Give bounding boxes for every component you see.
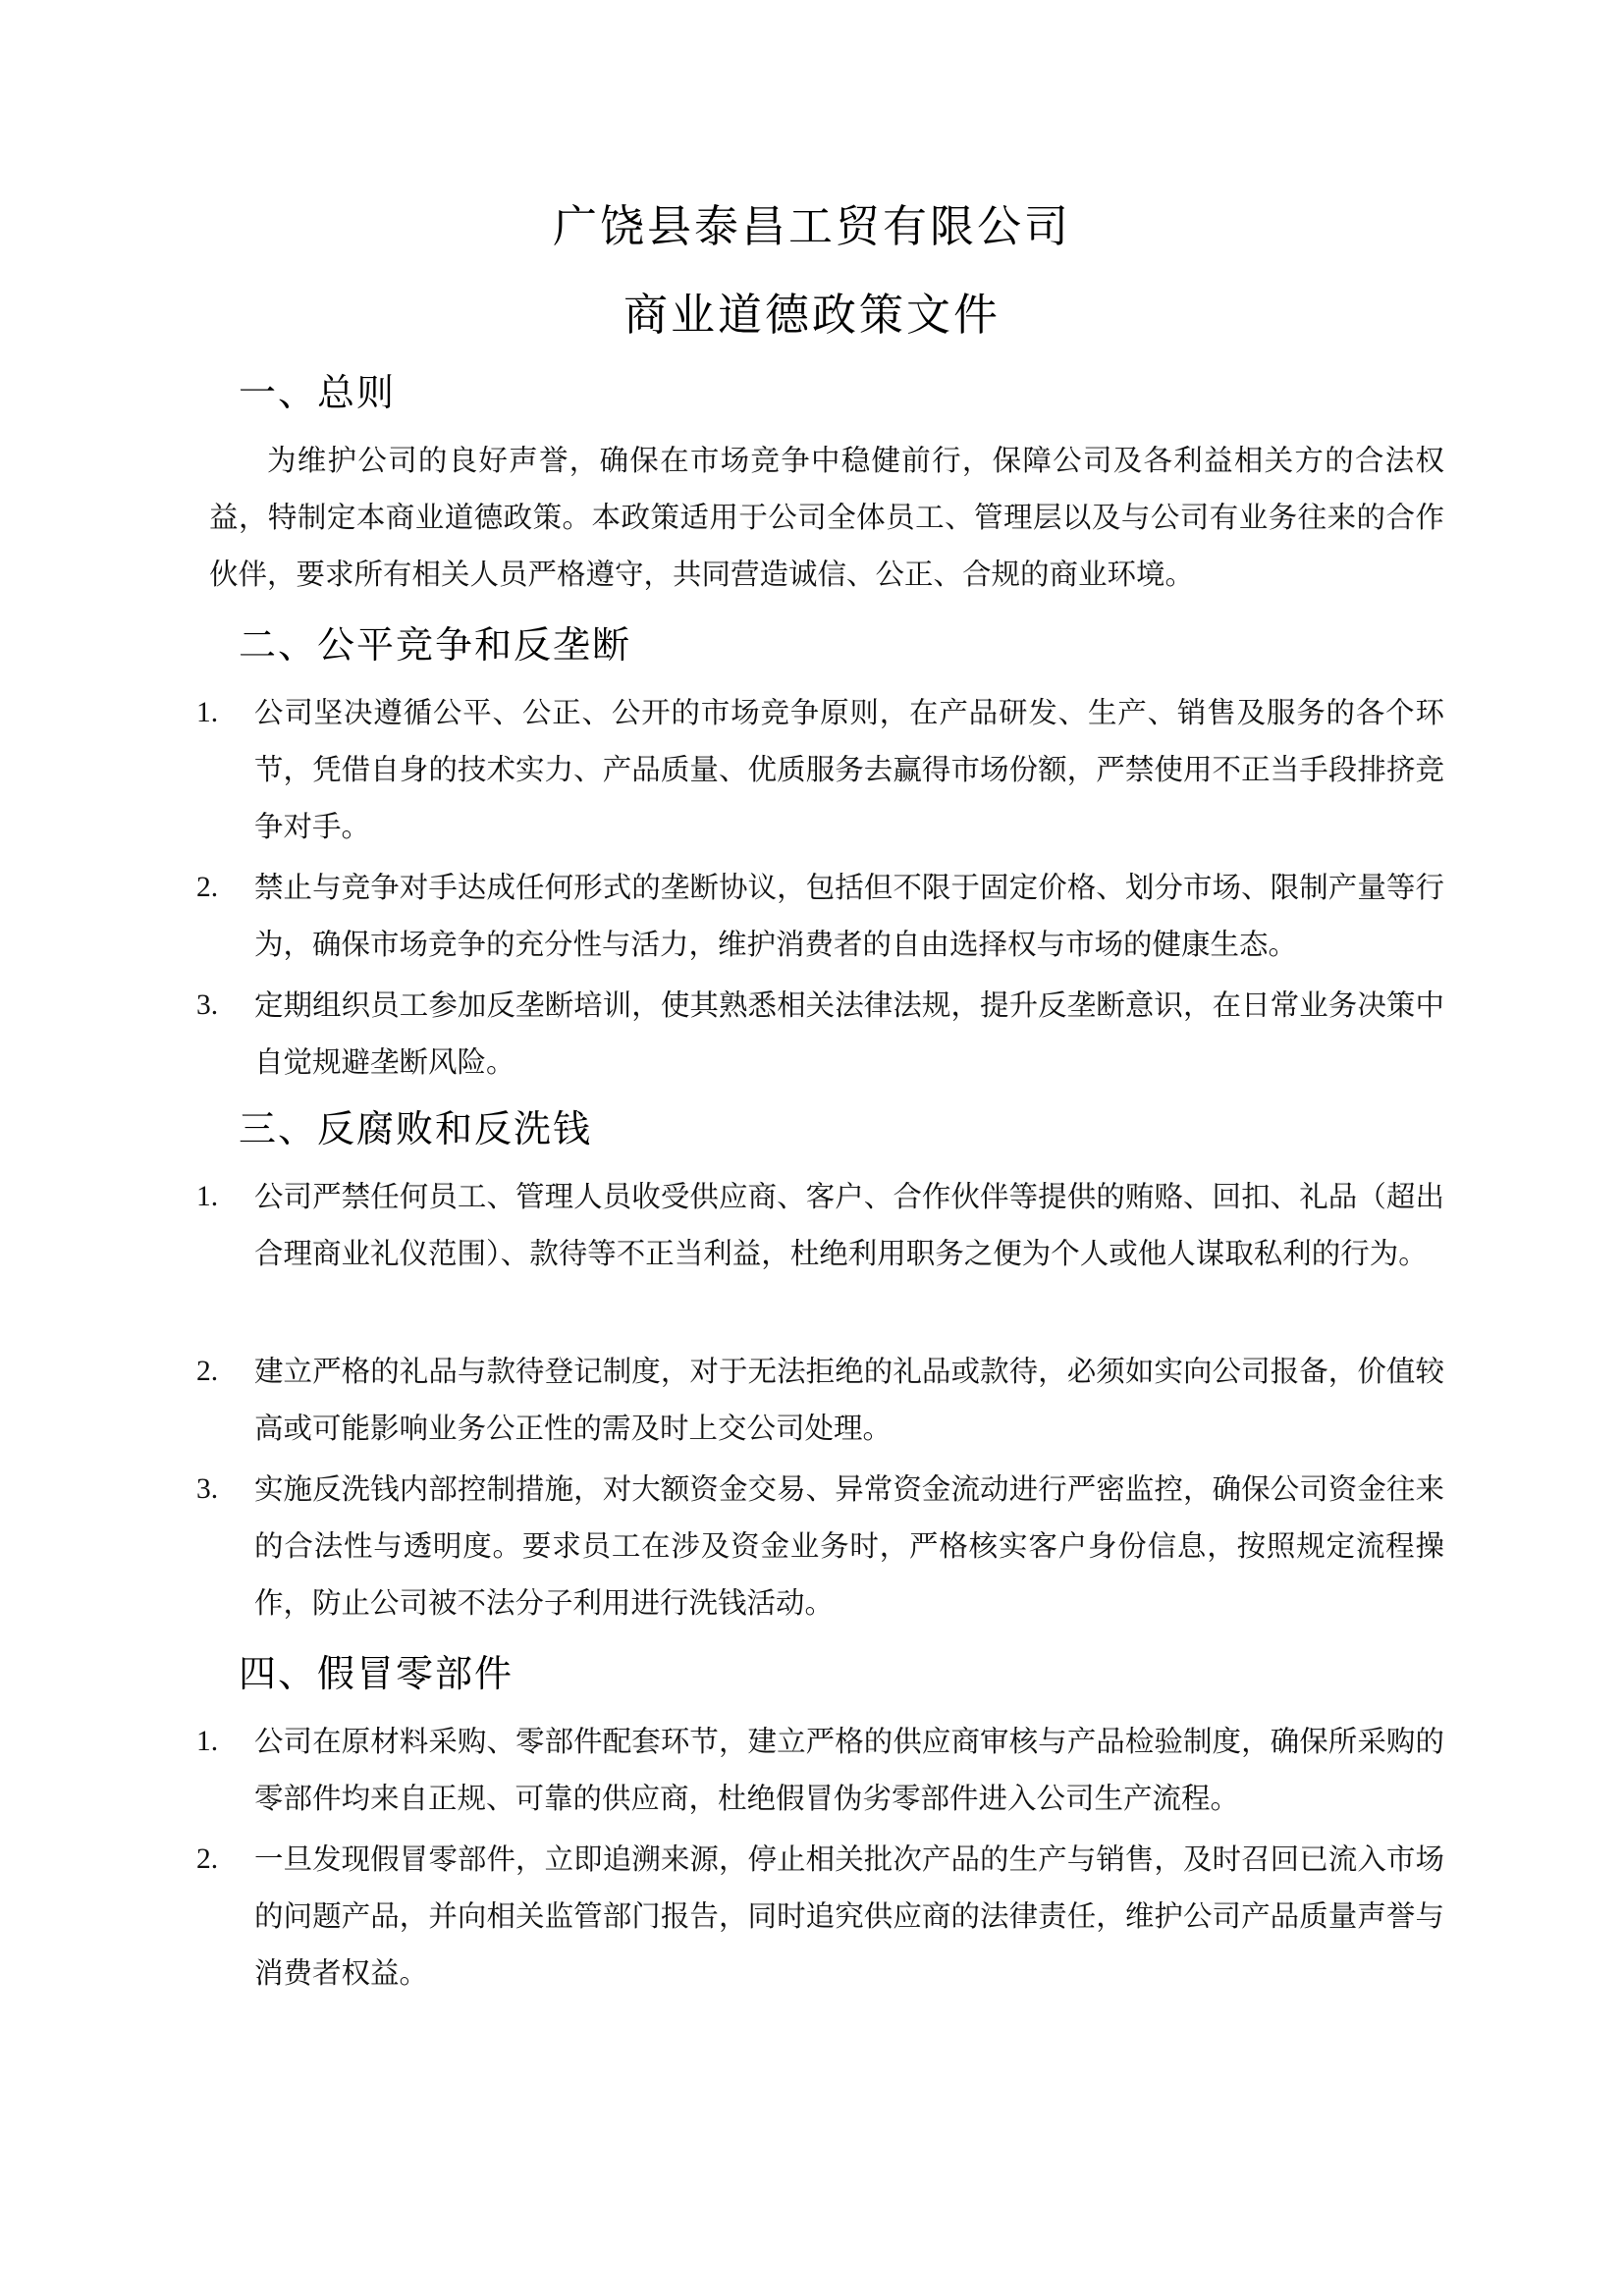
list-item: [196, 684, 1444, 855]
list-item: [196, 1713, 1444, 1827]
section-heading: 三、反腐败和反洗钱: [239, 1107, 593, 1150]
list-item-number: 1.: [196, 697, 219, 728]
list-item: [196, 1343, 1444, 1457]
list-item: [196, 859, 1444, 973]
list-item-number: 3.: [196, 1473, 219, 1505]
section-heading: 四、假冒零部件: [239, 1652, 514, 1695]
section-heading: 二、公平竞争和反垄断: [239, 623, 632, 667]
document-title: 商业道德政策文件: [623, 289, 1001, 341]
list-item: [196, 1168, 1444, 1282]
section-paragraph: 为维护公司的良好声誉，确保在市场竞争中稳健前行，保障公司及各利益相关方的合法权益，特制定本商业道德政策。本政策适用于公司全体员工、管理层以及与公司有业务往来的合作伙伴，要求所有相关人员严格遵守，共同营造诚信、公正、合规的商业环境。: [209, 444, 1444, 591]
list-item-text: 建立严格的礼品与款待登记制度，对于无法拒绝的礼品或款待，必须如实向公司报备，价值较高或可能影响业务公正性的需及时上交公司处理。: [254, 1355, 1444, 1445]
list-item: [196, 977, 1444, 1091]
list-item-number: 1.: [196, 1181, 219, 1212]
list-item-number: 3.: [196, 989, 219, 1021]
list-item: [196, 1461, 1444, 1631]
list-item-text: 公司坚决遵循公平、公正、公开的市场竞争原则，在产品研发、生产、销售及服务的各个环节，凭借自身的技术实力、产品质量、优质服务去赢得市场份额，严禁使用不正当手段排挤竞争对手。: [254, 696, 1444, 843]
list-item-number: 2.: [196, 872, 219, 903]
list-item-text: 禁止与竞争对手达成任何形式的垄断协议，包括但不限于固定价格、划分市场、限制产量等行为，确保市场竞争的充分性与活力，维护消费者的自由选择权与市场的健康生态。: [254, 871, 1444, 961]
list-item-number: 2.: [196, 1356, 219, 1387]
company-title: 广饶县泰昌工贸有限公司: [552, 200, 1071, 252]
list-item-text: 定期组织员工参加反垄断培训，使其熟悉相关法律法规，提升反垄断意识，在日常业务决策中自觉规避垄断风险。: [254, 988, 1444, 1079]
list-item-text: 实施反洗钱内部控制措施，对大额资金交易、异常资金流动进行严密监控，确保公司资金往来的合法性与透明度。要求员工在涉及资金业务时，严格核实客户身份信息，按照规定流程操作，防止公司被不法分子利用进行洗钱活动。: [254, 1472, 1444, 1620]
list-item-text: 公司严禁任何员工、管理人员收受供应商、客户、合作伙伴等提供的贿赂、回扣、礼品（超出合理商业礼仪范围）、款待等不正当利益，杜绝利用职务之便为个人或他人谋取私利的行为。: [254, 1180, 1444, 1270]
list-item-number: 1.: [196, 1726, 219, 1757]
list-item: [196, 1831, 1444, 2002]
section-heading: 一、总则: [239, 371, 397, 414]
list-item-text: 一旦发现假冒零部件，立即追溯来源，停止相关批次产品的生产与销售，及时召回已流入市场的问题产品，并向相关监管部门报告，同时追究供应商的法律责任，维护公司产品质量声誉与消费者权益。: [254, 1842, 1444, 1990]
list-item-number: 2.: [196, 1843, 219, 1875]
list-item-text: 公司在原材料采购、零部件配套环节，建立严格的供应商审核与产品检验制度，确保所采购的零部件均来自正规、可靠的供应商，杜绝假冒伪劣零部件进入公司生产流程。: [254, 1725, 1444, 1815]
